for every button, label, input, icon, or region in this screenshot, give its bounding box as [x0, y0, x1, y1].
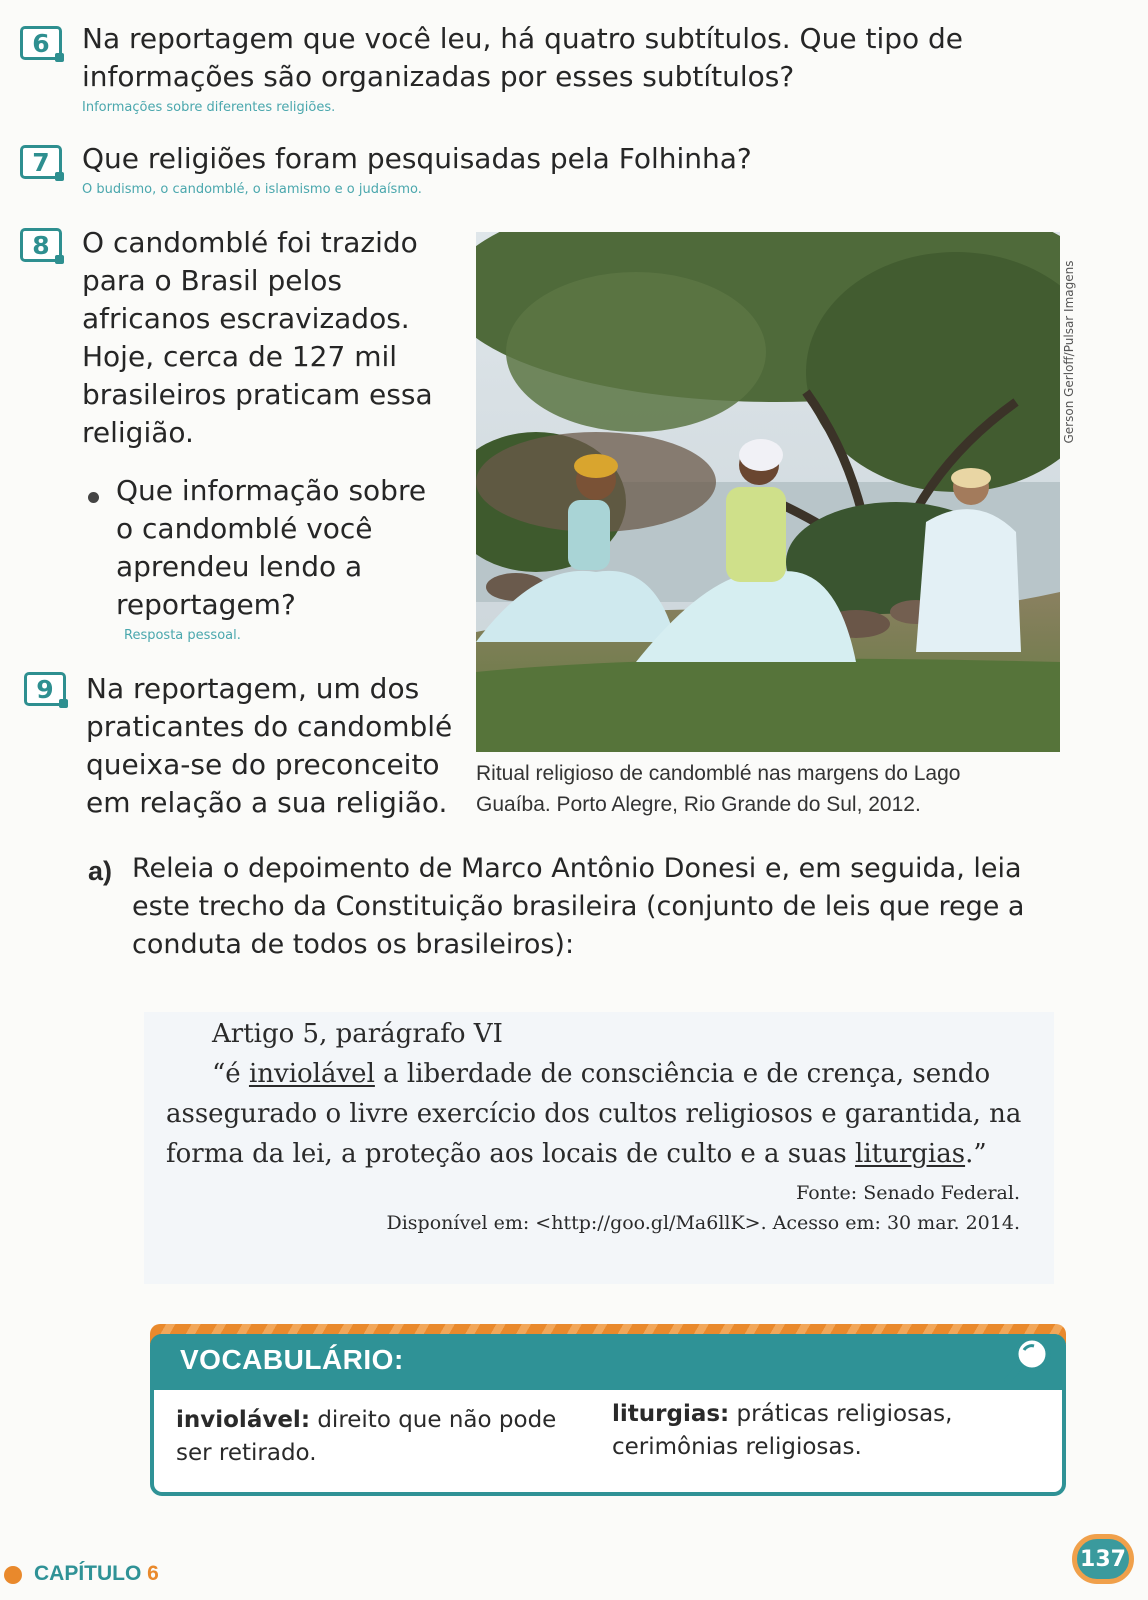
item-a-line: Releia o depoimento de Marco Antônio Donesi e, em seguida, leia: [132, 853, 1022, 884]
bullet-icon: [88, 492, 99, 503]
question-8-line: brasileiros praticam essa: [82, 378, 433, 411]
question-9-line: praticantes do candomblé: [86, 710, 453, 743]
chapter-word: CAPÍTULO: [34, 1562, 142, 1585]
photo-illustration: [476, 232, 1060, 752]
photo-caption: [476, 758, 1066, 820]
question-9-line: Na reportagem, um dos: [86, 672, 420, 705]
vocab-entry-liturgias: [612, 1398, 952, 1464]
quote-text: a liberdade de consciência e de crença, sendo: [374, 1059, 991, 1089]
vocab-entry-line: [176, 1404, 556, 1437]
vocab-entry-line: [612, 1398, 952, 1431]
quote-available-at: Disponível em: <http://goo.gl/Ma6llK>. Acesso em: 30 mar. 2014.: [386, 1212, 1020, 1234]
question-6-line-2: informações são organizadas por esses subtítulos?: [82, 60, 795, 93]
quote-line-1: [212, 1054, 990, 1094]
question-number-8: 8: [20, 228, 62, 262]
chapter-dot-icon: [4, 1566, 22, 1584]
question-9-line: queixa-se do preconceito: [86, 748, 440, 781]
quote-line-3: [166, 1134, 987, 1174]
question-8-answer: Resposta pessoal.: [124, 628, 241, 643]
chapter-label: [34, 1562, 159, 1586]
question-8-line: africanos escravizados.: [82, 302, 410, 335]
question-6-answer: Informações sobre diferentes religiões.: [82, 100, 336, 115]
vocab-entry-inviolavel: [176, 1404, 556, 1470]
question-6-line-1: Na reportagem que você leu, há quatro subtítulos. Que tipo de: [82, 22, 964, 55]
question-8-line: religião.: [82, 416, 194, 449]
vocab-term-inviolavel: inviolável: [248, 1059, 375, 1089]
photo-caption-line-2: Guaíba. Porto Alegre, Rio Grande do Sul, 2012.: [476, 793, 921, 816]
vocab-definition: cerimônias religiosas.: [612, 1434, 862, 1460]
vocab-definition: ser retirado.: [176, 1440, 317, 1466]
vocabulary-title: VOCABULÁRIO:: [180, 1344, 404, 1375]
question-number-7: 7: [20, 145, 62, 179]
quote-text: .”: [965, 1139, 987, 1169]
photo-caption-line-1: Ritual religioso de candomblé nas margens do Lago: [476, 762, 961, 785]
quote-text: “é: [212, 1059, 249, 1089]
item-a-text: [132, 850, 1024, 964]
question-8-bullet-line: Que informação sobre: [116, 474, 427, 507]
magnifier-icon: [1002, 1330, 1058, 1386]
photo-credit: Gerson Gerloff/Pulsar Imagens: [1062, 260, 1076, 444]
vocabulary-header: [150, 1334, 1066, 1390]
question-6-text: [82, 20, 963, 96]
quote-text: forma da lei, a proteção aos locais de culto e a suas: [166, 1139, 855, 1169]
question-9-line: em relação a sua religião.: [86, 786, 448, 819]
quote-heading: Artigo 5, parágrafo VI: [212, 1019, 503, 1049]
question-8-line: para o Brasil pelos: [82, 264, 342, 297]
item-a-label: a): [88, 856, 113, 886]
item-a-line: este trecho da Constituição brasileira (conjunto de leis que rege a: [132, 891, 1025, 922]
question-8-line: O candomblé foi trazido: [82, 226, 418, 259]
vocab-term: liturgias:: [612, 1401, 730, 1427]
vocab-term-liturgias: liturgias: [855, 1139, 966, 1169]
question-7-answer: O budismo, o candomblé, o islamismo e o judaísmo.: [82, 182, 422, 197]
quote-line-2: assegurado o livre exercício dos cultos religiosos e garantida, na: [166, 1099, 1022, 1129]
vocab-term: inviolável:: [176, 1407, 311, 1433]
quote-source: Fonte: Senado Federal.: [796, 1182, 1020, 1204]
candomble-ritual-photo: [476, 232, 1060, 752]
page-number: 137: [1072, 1534, 1134, 1584]
question-8-line: Hoje, cerca de 127 mil: [82, 340, 398, 373]
question-8-text: [82, 224, 433, 452]
question-number-9: 9: [24, 672, 66, 706]
question-8-bullet-line: o candomblé você: [116, 512, 373, 545]
vocab-definition: práticas religiosas,: [729, 1401, 953, 1427]
question-9-text: [86, 670, 452, 822]
item-a-line: conduta de todos os brasileiros):: [132, 929, 575, 960]
question-number-6: 6: [20, 26, 62, 60]
question-8-bullet-text: [116, 472, 426, 624]
question-8-bullet-line: aprendeu lendo a: [116, 550, 363, 583]
chapter-number: 6: [147, 1562, 159, 1585]
vocabulary-box: [150, 1334, 1066, 1496]
question-8-bullet-line: reportagem?: [116, 588, 296, 621]
vocab-definition: direito que não pode: [310, 1407, 557, 1433]
question-7-text: Que religiões foram pesquisadas pela Folhinha?: [82, 142, 752, 175]
